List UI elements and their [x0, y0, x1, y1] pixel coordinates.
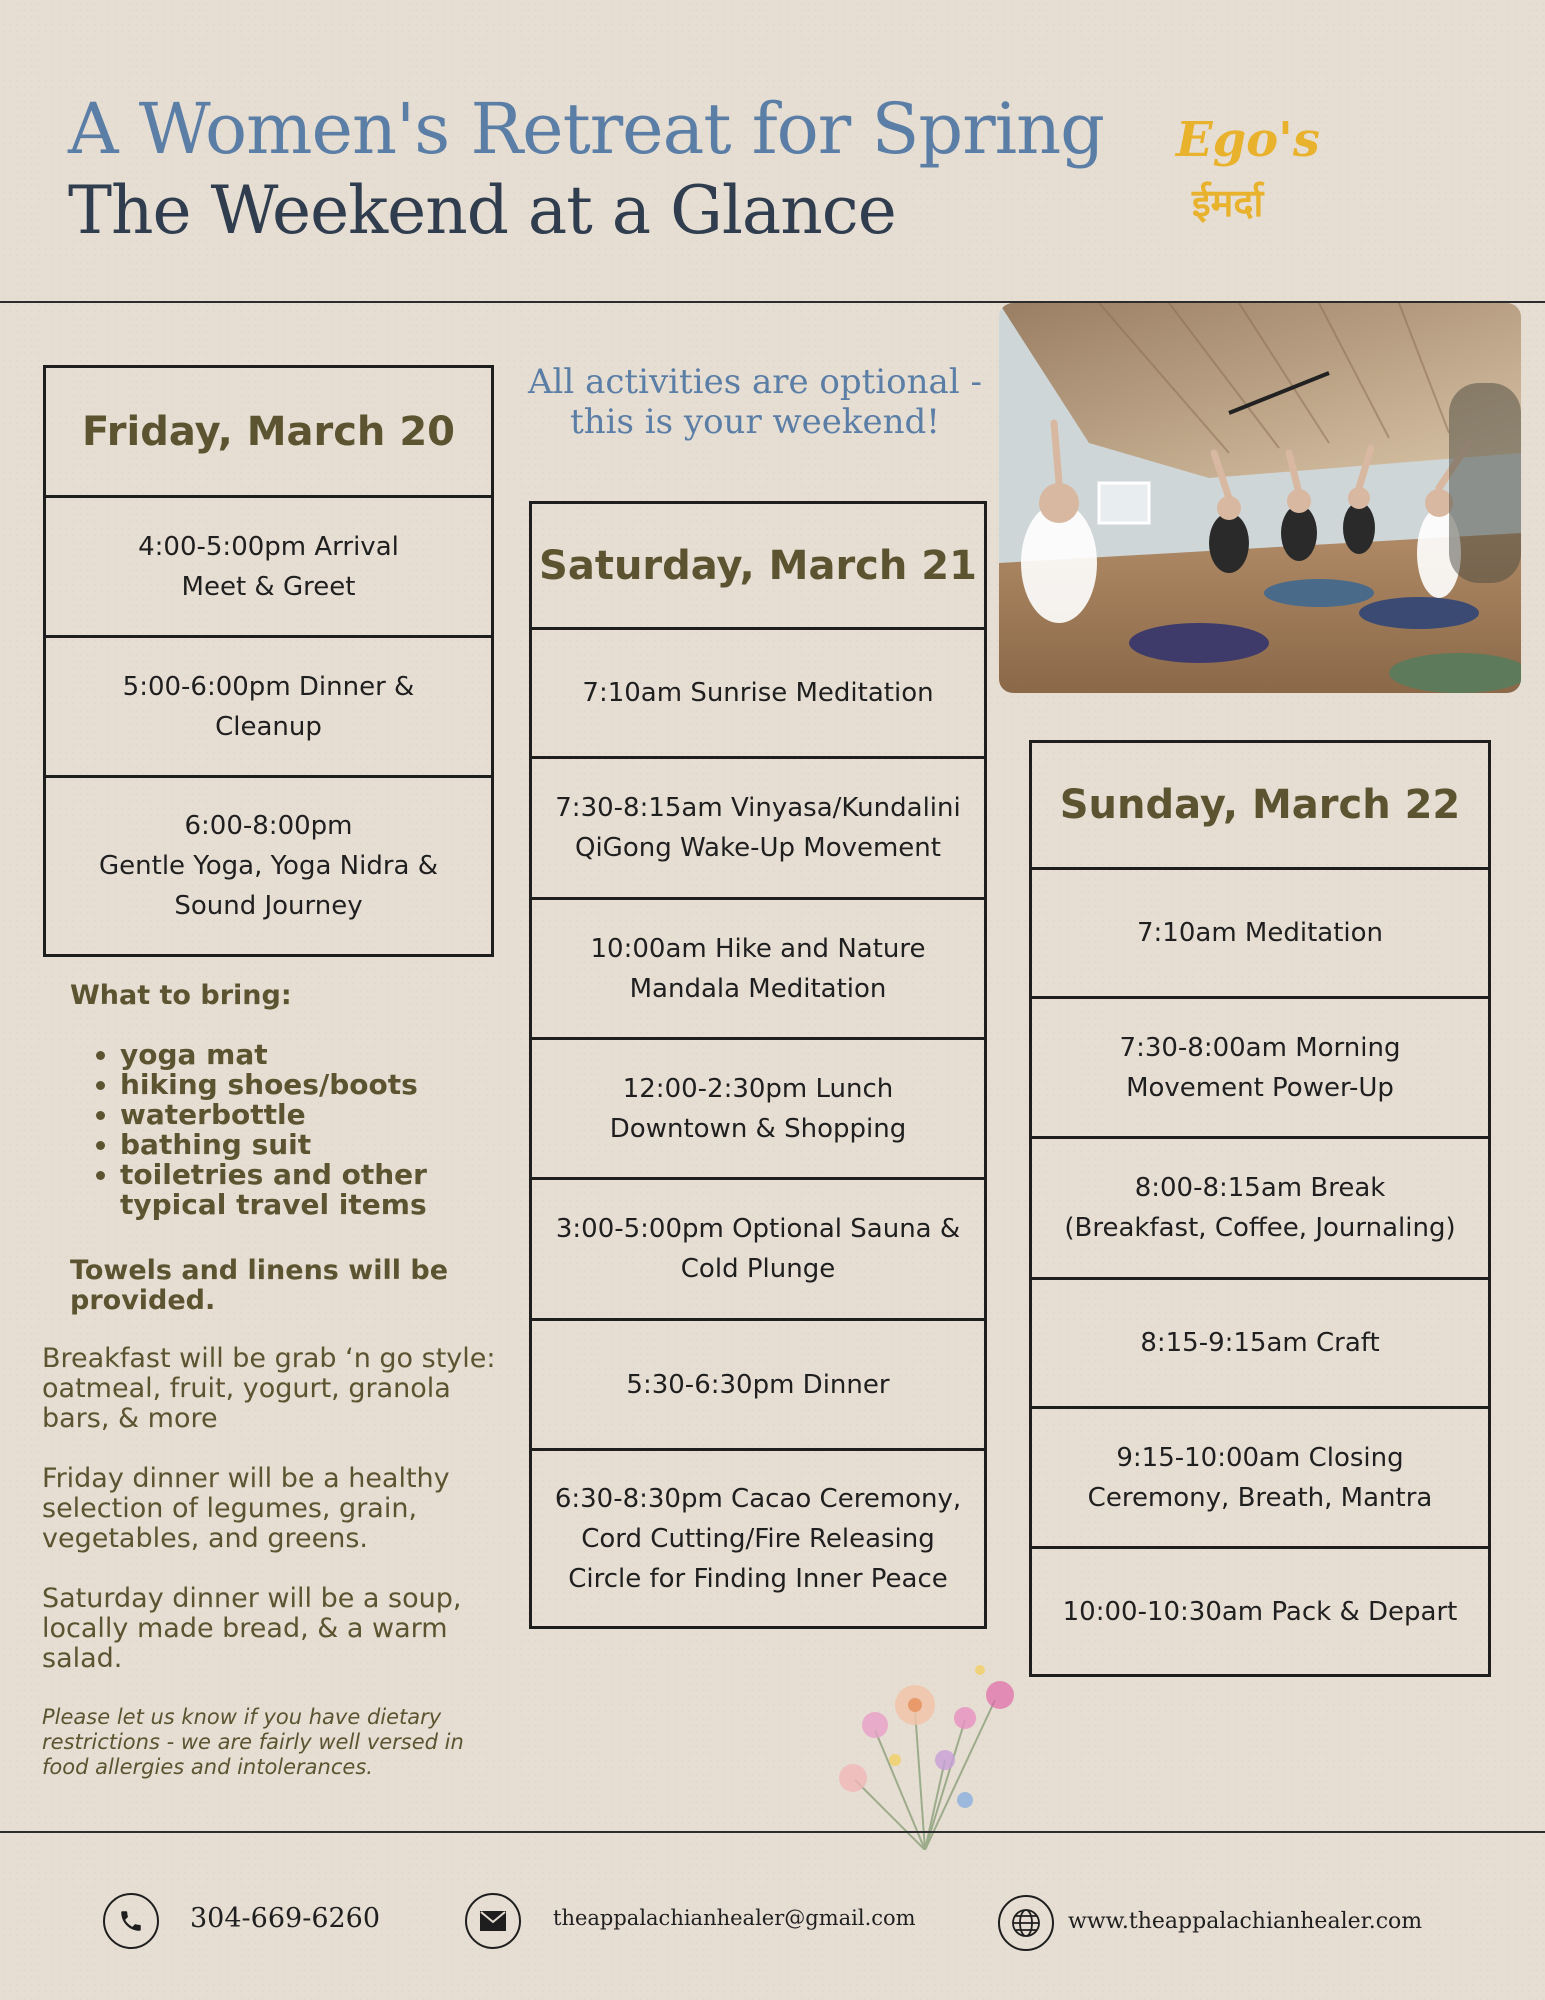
- schedule-item: 8:00-8:15am Break (Breakfast, Coffee, Journaling): [1032, 1139, 1488, 1280]
- saturday-schedule: [529, 501, 987, 1629]
- optional-note: All activities are optional - this is your weekend!: [528, 362, 982, 442]
- retreat-subtitle: The Weekend at a Glance: [68, 172, 896, 249]
- list-item: • yoga mat: [120, 1040, 480, 1070]
- schedule-item: 4:00-5:00pm Arrival Meet & Greet: [46, 498, 491, 638]
- brand-logo: [1168, 112, 1358, 242]
- logo-text-top: Ego's: [1176, 112, 1320, 168]
- schedule-item: 6:30-8:30pm Cacao Ceremony, Cord Cutting/Fire Releasing Circle for Finding Inner Peace: [554, 1483, 962, 1594]
- saturday-heading: Saturday, March 21: [532, 504, 984, 630]
- schedule-item: 10:00am Hike and Nature Mandala Meditation: [532, 900, 984, 1040]
- schedule-item: 6:00-8:00pm Gentle Yoga, Yoga Nidra & Sound Journey: [99, 811, 438, 921]
- schedule-item: 7:10am Sunrise Meditation: [532, 630, 984, 759]
- bring-title: What to bring:: [70, 980, 292, 1011]
- schedule-item: 3:00-5:00pm Optional Sauna & Cold Plunge: [532, 1180, 984, 1321]
- contact-email[interactable]: theappalachianhealer@gmail.com: [553, 1906, 916, 1930]
- schedule-item: 7:10am Meditation: [1032, 870, 1488, 999]
- schedule-item: 7:30-8:15am Vinyasa/Kundalini QiGong Wake-Up Movement: [532, 759, 984, 900]
- schedule-item: 12:00-2:30pm Lunch Downtown & Shopping: [532, 1040, 984, 1180]
- towels-note: Towels and linens will be provided.: [70, 1255, 449, 1316]
- schedule-item: 5:00-6:00pm Dinner & Cleanup: [46, 638, 491, 778]
- schedule-item: 10:00-10:30am Pack & Depart: [1062, 1596, 1458, 1627]
- schedule-item: 9:15-10:00am Closing Ceremony, Breath, Mantra: [1032, 1409, 1488, 1549]
- list-item: • hiking shoes/boots: [120, 1070, 480, 1100]
- yoga-class-photo: [999, 303, 1521, 693]
- schedule-item: 5:30-6:30pm Dinner: [532, 1321, 984, 1451]
- bring-list: [90, 1040, 480, 1220]
- logo-text-bottom: ईमर्दा: [1192, 180, 1264, 225]
- sunday-heading: Sunday, March 22: [1032, 743, 1488, 870]
- list-item: • waterbottle: [120, 1100, 480, 1130]
- retreat-title: A Women's Retreat for Spring: [68, 88, 1104, 170]
- saturday-dinner-note: Saturday dinner will be a soup, locally made bread, & a warm salad.: [42, 1583, 462, 1674]
- list-item: • toiletries and other typical travel items: [120, 1160, 480, 1220]
- schedule-item: 7:30-8:00am Morning Movement Power-Up: [1032, 999, 1488, 1139]
- envelope-icon: [465, 1893, 521, 1949]
- footer-divider: [0, 1831, 1545, 1833]
- friday-schedule: [43, 365, 494, 957]
- phone-icon: [103, 1893, 159, 1949]
- contact-phone[interactable]: 304-669-6260: [190, 1903, 381, 1934]
- sunday-schedule: [1029, 740, 1491, 1677]
- dietary-note: Please let us know if you have dietary restrictions - we are fairly well versed in food allergies and intolerances.: [42, 1705, 464, 1779]
- schedule-item: 8:15-9:15am Craft: [1032, 1280, 1488, 1409]
- friday-dinner-note: Friday dinner will be a healthy selection of legumes, grain, vegetables, and greens.: [42, 1463, 450, 1554]
- breakfast-note: Breakfast will be grab ‘n go style: oatmeal, fruit, yogurt, granola bars, & more: [42, 1343, 496, 1434]
- flower-illustration: [815, 1650, 1035, 1850]
- contact-website[interactable]: www.theappalachianhealer.com: [1068, 1909, 1423, 1934]
- list-item: • bathing suit: [120, 1130, 480, 1160]
- friday-heading: Friday, March 20: [46, 368, 491, 498]
- globe-icon: [998, 1895, 1054, 1951]
